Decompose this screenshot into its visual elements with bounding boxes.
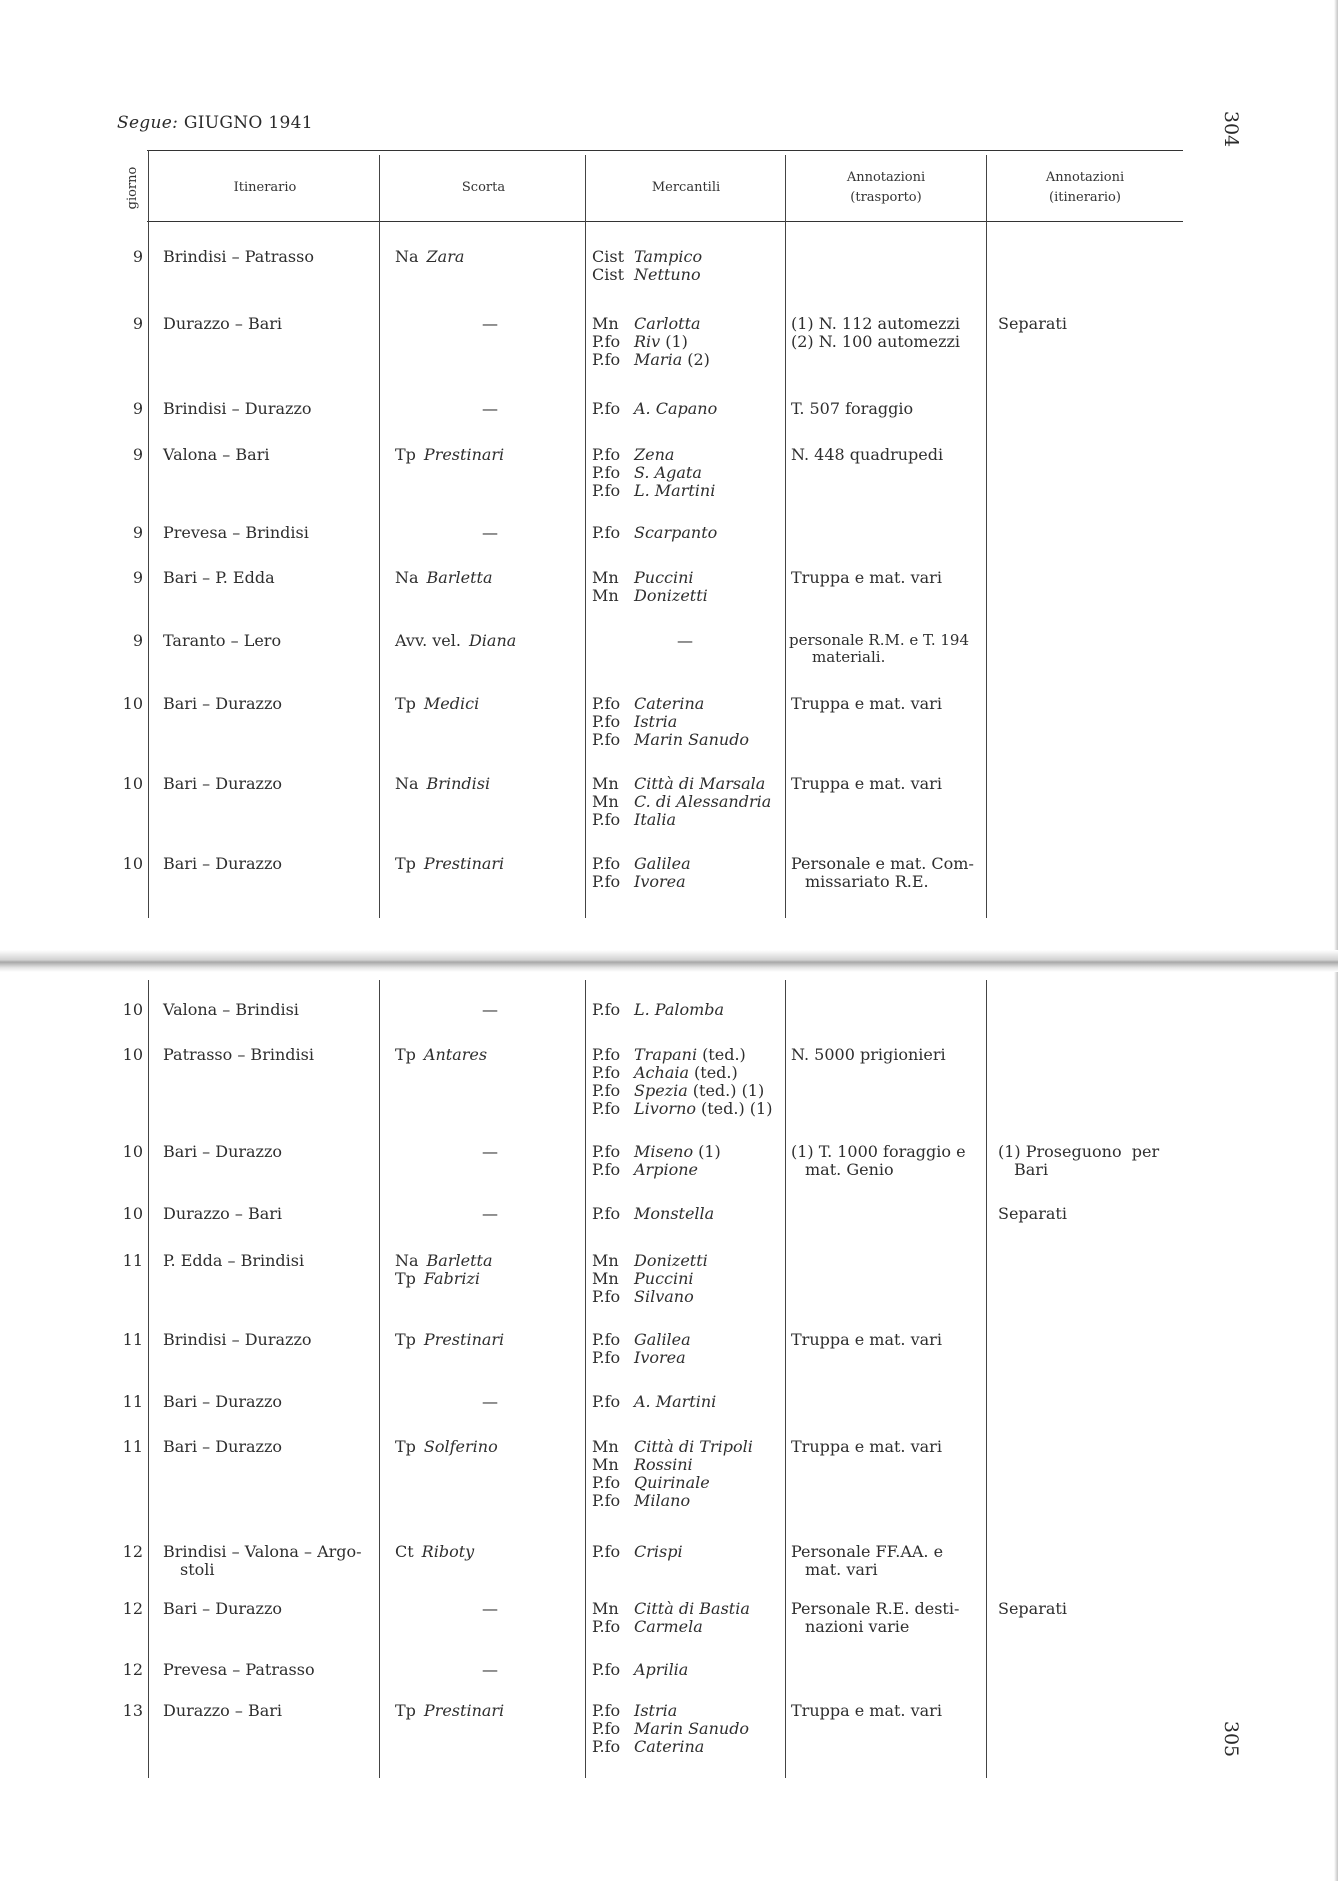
ship-name: Galilea [634, 854, 691, 873]
scorta-mercantili-rule [585, 980, 586, 1778]
trasporto-itinerario-rule [986, 980, 987, 1778]
transport-note: Personale FF.AA. e [791, 1542, 944, 1561]
ship-name: Livorno [634, 1099, 696, 1118]
ship-type: P.fo [592, 1617, 621, 1636]
merchant-entry [592, 793, 771, 811]
ship-type: Cist [592, 265, 624, 284]
ship-name: Trapani [634, 1045, 698, 1064]
day-number: 12 [122, 1599, 143, 1618]
escort-entry [395, 1046, 487, 1064]
ship-name: Milano [634, 1491, 691, 1510]
merchant-entry [592, 731, 749, 749]
route-text: Bari – Durazzo [163, 854, 283, 873]
column-header-annotazioni-trasporto [786, 155, 986, 221]
header-bottom-rule [147, 221, 1183, 222]
merchant-entry [592, 1456, 693, 1474]
column-header-scorta: Scorta [461, 180, 506, 195]
merchant-entry [592, 266, 701, 284]
ship-name: Brindisi [426, 774, 491, 793]
route-text: stoli [180, 1560, 215, 1579]
merchant-entry [592, 1600, 750, 1618]
day-number: 9 [132, 631, 143, 650]
transport-note: Truppa e mat. vari [791, 1330, 942, 1349]
ship-name: Puccini [634, 1269, 694, 1288]
merchant-entry [592, 351, 710, 369]
ship-name: Istria [634, 712, 678, 731]
route-text: P. Edda – Brindisi [163, 1251, 305, 1270]
merchant-entry [592, 1046, 746, 1064]
column-header-itinerario: Itinerario [233, 180, 297, 195]
ship-name: Quirinale [634, 1473, 710, 1492]
ship-type: Tp [395, 1330, 416, 1349]
merchant-entry [592, 1252, 708, 1270]
trasporto-label: (trasporto) [850, 190, 922, 205]
ship-type: Mn [592, 1599, 619, 1618]
day-number: 10 [122, 1204, 143, 1223]
ship-type: P.fo [592, 810, 621, 829]
merchant-entry [592, 1492, 690, 1510]
escort-entry [395, 1543, 474, 1561]
route-text: Bari – P. Edda [163, 568, 275, 587]
ship-name: Achaia [634, 1063, 690, 1082]
day-number: 10 [122, 1142, 143, 1161]
ship-name: Prestinari [423, 1330, 505, 1349]
merchant-entry [592, 1393, 716, 1411]
transport-note: missariato R.E. [805, 872, 929, 891]
merchant-entry [592, 1702, 677, 1720]
day-number: 12 [122, 1660, 143, 1679]
ship-name: Rossini [634, 1455, 693, 1474]
route-text: Bari – Durazzo [163, 1392, 283, 1411]
ship-name: Prestinari [423, 1701, 505, 1720]
ship-type: P.fo [592, 1000, 621, 1019]
itinerario-label: (itinerario) [1049, 190, 1121, 205]
transport-note: (2) N. 100 automezzi [791, 332, 961, 351]
annotazioni-label: Annotazioni [846, 170, 926, 185]
ship-type: P.fo [592, 1045, 621, 1064]
ship-type: P.fo [592, 1542, 621, 1561]
merchant-entry [592, 587, 708, 605]
ship-type: Tp [395, 854, 416, 873]
scorta-mercantili-rule [585, 155, 586, 918]
merchant-entry [592, 873, 686, 891]
day-number: 11 [122, 1392, 143, 1411]
ship-type: P.fo [592, 1287, 621, 1306]
ship-type: Mn [592, 1455, 619, 1474]
day-number: 10 [122, 1000, 143, 1019]
ship-type: P.fo [592, 1491, 621, 1510]
merchant-entry [592, 695, 704, 713]
ship-type: P.fo [592, 1142, 621, 1161]
escort-entry [395, 775, 490, 793]
transport-note: personale R.M. e T. 194 [789, 631, 969, 649]
merchant-entry [592, 1618, 703, 1636]
ship-type: Tp [395, 1437, 416, 1456]
route-text: Brindisi – Durazzo [163, 399, 312, 418]
merchant-entry [592, 1349, 686, 1367]
column-header-mercantili: Mercantili [651, 180, 721, 195]
escort-dash: — [482, 314, 498, 333]
merchant-entry [592, 1143, 721, 1161]
escort-dash: — [482, 523, 498, 542]
escort-entry [395, 855, 504, 873]
route-text: Valona – Bari [163, 445, 270, 464]
ship-type: Cist [592, 247, 624, 266]
route-text: Durazzo – Bari [163, 1204, 283, 1223]
merchant-dash: — [677, 631, 693, 650]
transport-note: mat. Genio [805, 1160, 894, 1179]
transport-note: Truppa e mat. vari [791, 774, 942, 793]
ship-name: Donizetti [634, 586, 708, 605]
day-number: 10 [122, 1045, 143, 1064]
transport-note: Truppa e mat. vari [791, 694, 942, 713]
ship-name: Solferino [423, 1437, 498, 1456]
ship-type: P.fo [592, 1081, 621, 1100]
ship-type: Tp [395, 445, 416, 464]
ship-note: (ted.) (1) [701, 1099, 773, 1118]
merchant-entry [592, 446, 674, 464]
route-text: Brindisi – Durazzo [163, 1330, 312, 1349]
merchant-entry [592, 855, 691, 873]
merchant-entry [592, 1082, 764, 1100]
ship-name: Barletta [426, 568, 493, 587]
route-text: Durazzo – Bari [163, 1701, 283, 1720]
transport-note: Personale R.E. desti- [791, 1599, 960, 1618]
day-number: 9 [132, 445, 143, 464]
day-number: 11 [122, 1330, 143, 1349]
merchant-entry [592, 1064, 738, 1082]
ship-name: Galilea [634, 1330, 691, 1349]
ship-type: P.fo [592, 1719, 621, 1738]
escort-entry [395, 695, 479, 713]
merchant-entry [592, 1288, 694, 1306]
ship-name: Spezia [634, 1081, 688, 1100]
itinerario-scorta-rule [379, 980, 380, 1778]
ship-name: Aprilia [634, 1660, 689, 1679]
day-number: 9 [132, 247, 143, 266]
merchant-entry [592, 569, 694, 587]
book-fold [0, 950, 1338, 972]
escort-dash: — [482, 1660, 498, 1679]
ship-name: Antares [423, 1045, 488, 1064]
month-title: GIUGNO 1941 [183, 113, 313, 133]
escort-dash: — [482, 1142, 498, 1161]
ship-name: Barletta [426, 1251, 493, 1270]
ship-type: P.fo [592, 730, 621, 749]
escort-entry [395, 1252, 492, 1270]
trasporto-itinerario-rule [986, 155, 987, 918]
transport-note: materiali. [812, 648, 886, 666]
escort-entry [395, 1702, 504, 1720]
day-number: 13 [122, 1701, 143, 1720]
giorno-itinerario-rule [148, 150, 149, 918]
escort-entry [395, 569, 492, 587]
ship-name: Monstella [634, 1204, 715, 1223]
mercantili-trasporto-rule [785, 155, 786, 918]
ship-type: Na [395, 568, 419, 587]
merchant-entry [592, 1100, 772, 1118]
ship-name: S. Agata [634, 463, 702, 482]
ship-type: Tp [395, 1701, 416, 1720]
merchant-entry [592, 400, 717, 418]
escort-entry [395, 1270, 480, 1288]
merchant-entry [592, 1661, 688, 1679]
ship-type: Tp [395, 1269, 416, 1288]
ship-type: Mn [592, 1251, 619, 1270]
merchant-entry [592, 775, 765, 793]
ship-type: Na [395, 1251, 419, 1270]
ship-name: Caterina [634, 694, 705, 713]
day-number: 10 [122, 774, 143, 793]
merchant-entry [592, 1205, 714, 1223]
ship-name: C. di Alessandria [634, 792, 772, 811]
ship-name: Marin Sanudo [634, 1719, 750, 1738]
ship-type: P.fo [592, 1737, 621, 1756]
escort-entry [395, 446, 504, 464]
ship-name: Carmela [634, 1617, 703, 1636]
page-number-bottom: 305 [1220, 1720, 1243, 1758]
ship-name: L. Martini [634, 481, 716, 500]
ship-name: Fabrizi [423, 1269, 481, 1288]
escort-entry [395, 1331, 504, 1349]
ship-name: Ivorea [634, 872, 686, 891]
ship-type: P.fo [592, 1701, 621, 1720]
ship-name: Marin Sanudo [634, 730, 750, 749]
route-text: Durazzo – Bari [163, 314, 283, 333]
transport-note: N. 5000 prigionieri [791, 1045, 946, 1064]
ship-name: Arpione [634, 1160, 698, 1179]
ship-type: P.fo [592, 694, 621, 713]
transport-note: N. 448 quadrupedi [791, 445, 944, 464]
page-edge-shadow [1334, 0, 1338, 1881]
ship-name: Città di Bastia [634, 1599, 750, 1618]
merchant-entry [592, 811, 676, 829]
transport-note: T. 507 foraggio [791, 399, 914, 418]
itinerary-note: (1) Proseguono per [998, 1142, 1160, 1161]
merchant-entry [592, 464, 702, 482]
annotazioni-label: Annotazioni [1045, 170, 1125, 185]
itinerary-note: Separati [998, 1599, 1067, 1618]
ship-type: P.fo [592, 332, 621, 351]
ship-type: P.fo [592, 1348, 621, 1367]
merchant-entry [592, 333, 688, 351]
merchant-entry [592, 482, 715, 500]
merchant-entry [592, 315, 701, 333]
running-header [117, 113, 313, 133]
merchant-entry [592, 1161, 698, 1179]
merchant-entry [592, 713, 677, 731]
merchant-entry [592, 1438, 753, 1456]
header-top-rule [147, 150, 1183, 151]
route-text: Bari – Durazzo [163, 1599, 283, 1618]
route-text: Prevesa – Brindisi [163, 523, 309, 542]
ship-type: P.fo [592, 399, 621, 418]
ship-name: Riv [634, 332, 661, 351]
ship-name: Puccini [634, 568, 694, 587]
ship-type: P.fo [592, 1099, 621, 1118]
transport-note: Truppa e mat. vari [791, 1437, 942, 1456]
ship-note: (2) [687, 350, 710, 369]
ship-type: P.fo [592, 1473, 621, 1492]
ship-note: (ted.) [702, 1045, 746, 1064]
ship-type: Ct [395, 1542, 414, 1561]
ship-type: Tp [395, 1045, 416, 1064]
ship-note: (1) [698, 1142, 721, 1161]
merchant-entry [592, 1001, 724, 1019]
ship-type: P.fo [592, 1330, 621, 1349]
day-number: 11 [122, 1251, 143, 1270]
ship-name: Zara [426, 247, 465, 266]
ship-name: Città di Marsala [634, 774, 766, 793]
ship-type: P.fo [592, 463, 621, 482]
transport-note: Truppa e mat. vari [791, 568, 942, 587]
ship-note: (ted.) (1) [692, 1081, 765, 1100]
ship-type: P.fo [592, 481, 621, 500]
transport-note: (1) T. 1000 foraggio e [791, 1142, 966, 1161]
route-text: Bari – Durazzo [163, 1142, 283, 1161]
day-number: 12 [122, 1542, 143, 1561]
ship-name: Crispi [634, 1542, 683, 1561]
escort-dash: — [482, 1392, 498, 1411]
ship-name: Nettuno [634, 265, 701, 284]
day-number: 10 [122, 854, 143, 873]
ship-name: Medici [423, 694, 480, 713]
day-number: 11 [122, 1437, 143, 1456]
transport-note: nazioni varie [805, 1617, 910, 1636]
ship-type: Na [395, 774, 419, 793]
ship-type: Mn [592, 586, 619, 605]
ship-type: P.fo [592, 1204, 621, 1223]
ship-name: Italia [634, 810, 677, 829]
route-text: Bari – Durazzo [163, 694, 283, 713]
ship-type: Na [395, 247, 419, 266]
ship-name: Diana [468, 631, 517, 650]
ship-type: Mn [592, 314, 619, 333]
ship-type: P.fo [592, 712, 621, 731]
segue-label: Segue: [117, 113, 179, 133]
route-text: Bari – Durazzo [163, 1437, 283, 1456]
merchant-entry [592, 524, 717, 542]
merchant-entry [592, 1543, 683, 1561]
ship-type: P.fo [592, 1392, 621, 1411]
ship-type: P.fo [592, 872, 621, 891]
ship-type: Mn [592, 1437, 619, 1456]
escort-dash: — [482, 1599, 498, 1618]
ship-name: Caterina [634, 1737, 705, 1756]
route-text: Brindisi – Valona – Argo- [163, 1542, 362, 1561]
route-text: Brindisi – Patrasso [163, 247, 314, 266]
route-text: Prevesa – Patrasso [163, 1660, 315, 1679]
merchant-entry [592, 1331, 691, 1349]
ship-name: Donizetti [634, 1251, 708, 1270]
ship-name: Prestinari [423, 854, 505, 873]
ship-name: Riboty [421, 1542, 475, 1561]
day-number: 9 [132, 399, 143, 418]
ship-type: P.fo [592, 350, 621, 369]
merchant-entry [592, 1474, 710, 1492]
ship-name: Scarpanto [634, 523, 718, 542]
ship-type: Mn [592, 774, 619, 793]
escort-dash: — [482, 1204, 498, 1223]
ship-note: (1) [665, 332, 688, 351]
day-number: 9 [132, 523, 143, 542]
escort-dash: — [482, 1000, 498, 1019]
route-text: Bari – Durazzo [163, 774, 283, 793]
ship-name: Prestinari [423, 445, 505, 464]
ship-type: P.fo [592, 1160, 621, 1179]
ship-name: Città di Tripoli [634, 1437, 753, 1456]
ship-name: Silvano [634, 1287, 694, 1306]
ship-name: Carlotta [634, 314, 701, 333]
ship-type: Avv. vel. [395, 631, 461, 650]
itinerary-note: Separati [998, 314, 1067, 333]
ship-type: P.fo [592, 1063, 621, 1082]
ship-type: Mn [592, 568, 619, 587]
ship-note: (ted.) [694, 1063, 738, 1082]
merchant-entry [592, 1270, 694, 1288]
ship-type: Mn [592, 1269, 619, 1288]
ship-type: Mn [592, 792, 619, 811]
ship-name: A. Martini [634, 1392, 717, 1411]
ship-name: Miseno [634, 1142, 694, 1161]
ship-name: Tampico [634, 247, 703, 266]
ship-type: P.fo [592, 523, 621, 542]
merchant-entry [592, 1738, 704, 1756]
escort-entry [395, 1438, 498, 1456]
transport-note: mat. vari [805, 1560, 878, 1579]
day-number: 9 [132, 568, 143, 587]
transport-note: (1) N. 112 automezzi [791, 314, 961, 333]
transport-note: Personale e mat. Com- [791, 854, 974, 873]
merchant-entry [592, 248, 702, 266]
ship-name: Istria [634, 1701, 678, 1720]
transport-note: Truppa e mat. vari [791, 1701, 942, 1720]
ship-name: L. Palomba [634, 1000, 725, 1019]
ship-type: Tp [395, 694, 416, 713]
ship-type: P.fo [592, 445, 621, 464]
route-text: Taranto – Lero [163, 631, 282, 650]
day-number: 9 [132, 314, 143, 333]
escort-entry [395, 632, 516, 650]
day-number: 10 [122, 694, 143, 713]
mercantili-trasporto-rule [785, 980, 786, 1778]
ship-name: A. Capano [634, 399, 718, 418]
itinerary-note: Bari [1014, 1160, 1049, 1179]
ship-name: Maria [634, 350, 683, 369]
ship-type: P.fo [592, 1660, 621, 1679]
itinerary-note: Separati [998, 1204, 1067, 1223]
column-header-giorno: giorno [125, 166, 140, 210]
itinerario-scorta-rule [379, 155, 380, 918]
ship-type: P.fo [592, 854, 621, 873]
escort-dash: — [482, 399, 498, 418]
column-header-annotazioni-itinerario [987, 155, 1183, 221]
route-text: Valona – Brindisi [163, 1000, 299, 1019]
escort-entry [395, 248, 464, 266]
ship-name: Zena [634, 445, 675, 464]
ship-name: Ivorea [634, 1348, 686, 1367]
merchant-entry [592, 1720, 749, 1738]
page-number-top: 304 [1220, 110, 1243, 148]
giorno-itinerario-rule [148, 980, 149, 1778]
route-text: Patrasso – Brindisi [163, 1045, 314, 1064]
